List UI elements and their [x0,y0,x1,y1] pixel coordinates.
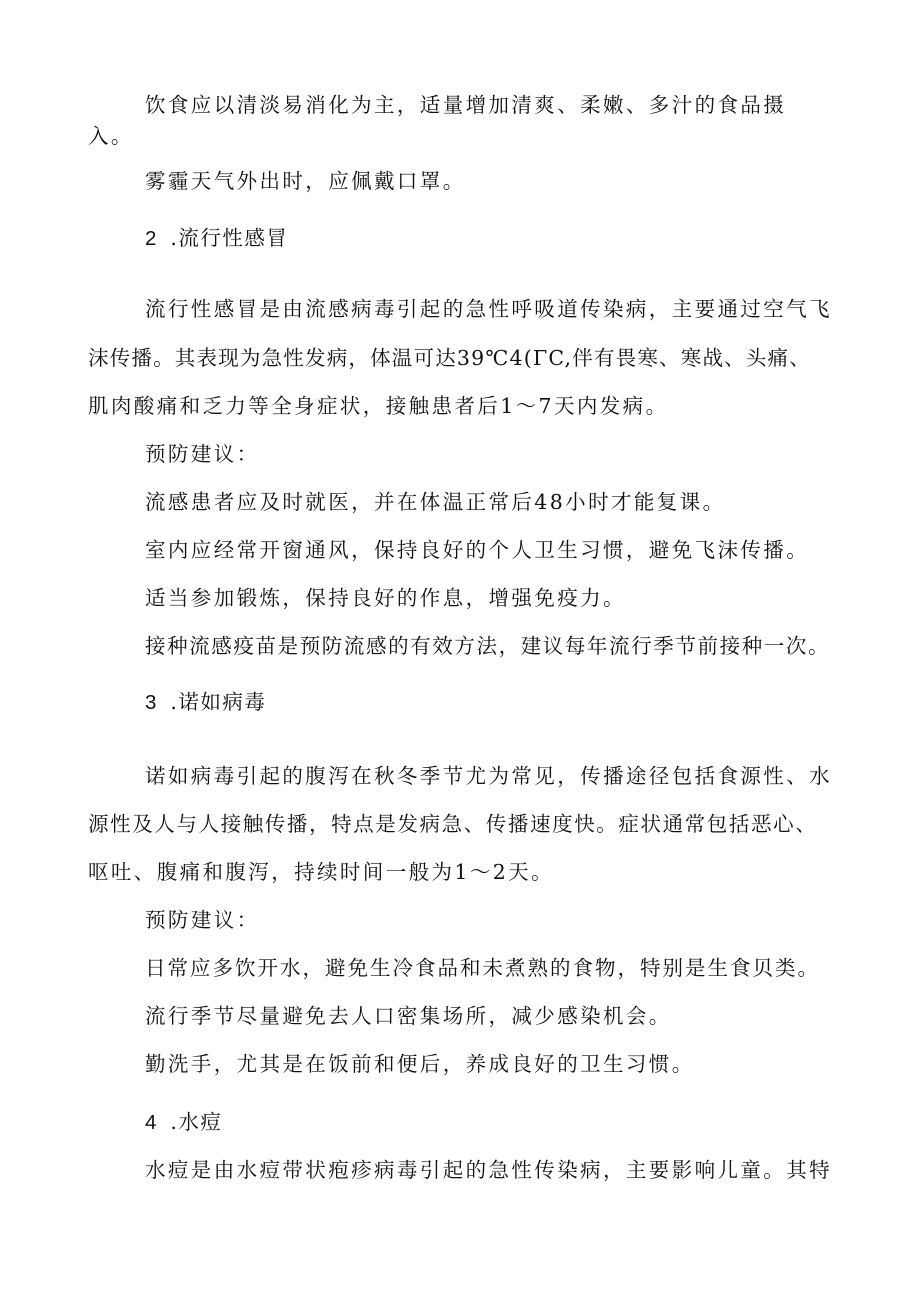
diet-advice-line-2: 入。 [88,124,134,148]
flu-advice-item: 适当参加锻炼，保持良好的作息，增强免疫力。 [145,586,626,610]
section-2-title: .流行性感冒 [170,226,289,250]
norovirus-paragraph-line-2: 源性及人与人接触传播，特点是发病急、传播速度快。症状通常包括恶心、 [88,812,818,836]
section-4-title: .水痘 [170,1110,223,1134]
flu-advice-label: 预防建议： [145,442,260,466]
flu-paragraph-line-3: 肌肉酸痛和乏力等全身症状，接触患者后1～7天内发病。 [88,394,669,418]
section-4-heading [145,1110,222,1135]
flu-paragraph-line-1: 流行性感冒是由流感病毒引起的急性呼吸道传染病，主要通过空气飞 [145,297,832,321]
haze-advice: 雾霾天气外出时，应佩戴口罩。 [145,169,466,193]
chickenpox-paragraph-line-1: 水痘是由水痘带状疱疹病毒引起的急性传染病，主要影响儿童。其特 [145,1158,832,1182]
flu-advice-item: 流感患者应及时就医，并在体温正常后48小时才能复课。 [145,490,726,514]
norovirus-paragraph-line-3: 呕吐、腹痛和腹泻，持续时间一般为1～2天。 [88,860,554,884]
flu-paragraph-line-2: 沫传播。其表现为急性发病，体温可达39℃4(ΓC,伴有畏寒、寒战、头痛、 [88,346,811,370]
norovirus-advice-label: 预防建议： [145,908,260,932]
norovirus-advice-item: 勤洗手，尤其是在饭前和便后，养成良好的卫生习惯。 [145,1052,695,1076]
norovirus-paragraph-line-1: 诺如病毒引起的腹泻在秋冬季节尤为常见，传播途径包括食源性、水 [145,764,832,788]
flu-advice-item: 接种流感疫苗是预防流感的有效方法，建议每年流行季节前接种一次。 [145,634,831,658]
diet-advice-line-1: 饮食应以清淡易消化为主，适量增加清爽、柔嫩、多汁的食品摄 [145,93,787,117]
norovirus-advice-item: 日常应多饮开水，避免生冷食品和未煮熟的食物，特别是生食贝类。 [145,956,820,980]
section-3-heading [145,690,266,715]
section-4-number: 4 [145,1111,157,1134]
norovirus-advice-item: 流行季节尽量避免去人口密集场所，减少感染机会。 [145,1004,672,1028]
section-3-title: .诺如病毒 [170,690,267,714]
section-3-number: 3 [145,691,157,714]
section-2-heading [145,226,288,251]
section-2-number: 2 [145,227,157,250]
flu-advice-item: 室内应经常开窗通风，保持良好的个人卫生习惯，避免飞沫传播。 [145,538,810,562]
